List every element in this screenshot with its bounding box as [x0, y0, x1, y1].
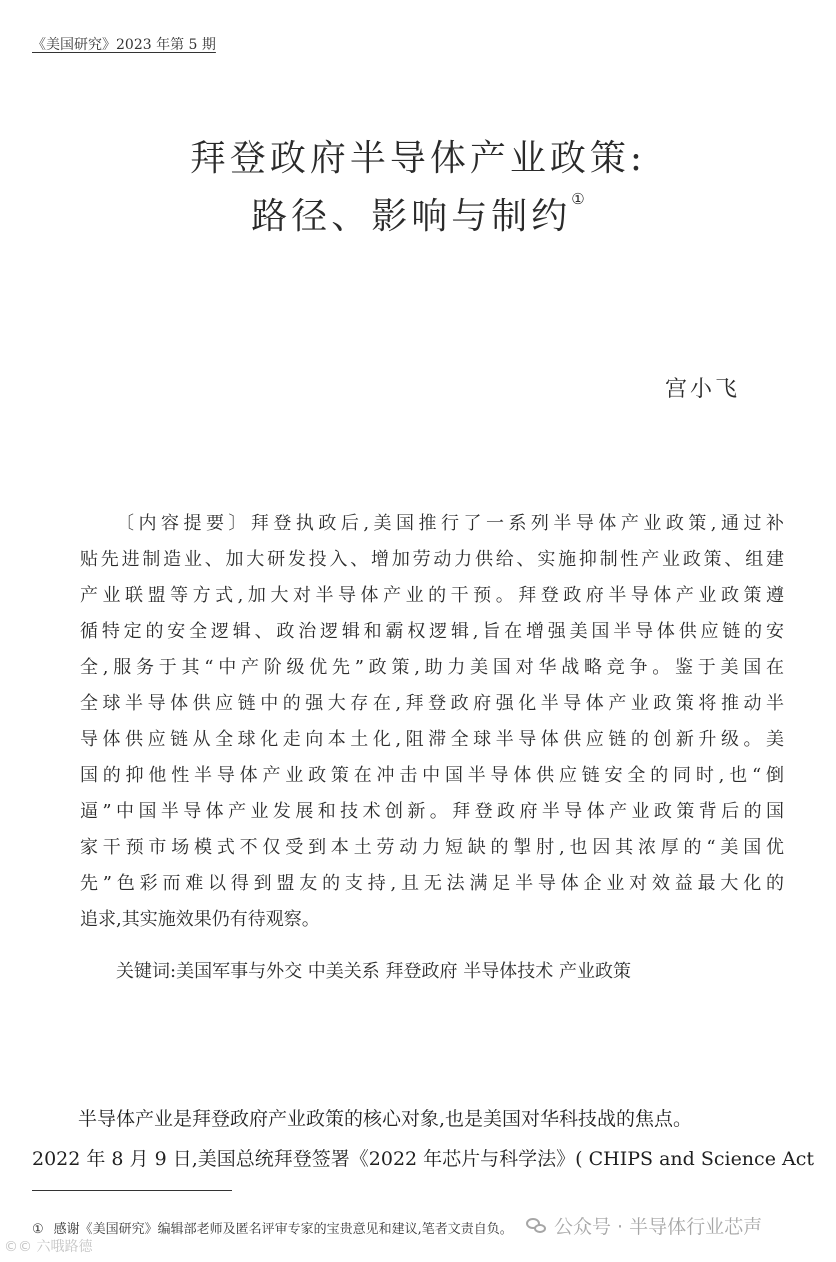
article-title-line-2	[0, 188, 836, 239]
abstract-line: 贴先进制造业、加大研发投入、增加劳动力供给、实施抑制性产业政策、组建	[80, 549, 784, 570]
wechat-watermark	[526, 1212, 762, 1239]
abstract-line: 追求,其实施效果仍有待观察。	[80, 909, 320, 930]
keywords: 关键词:美国军事与外交 中美关系 拜登政府 半导体技术 产业政策	[116, 961, 631, 982]
abstract-line: 逼”中国半导体产业发展和技术创新。拜登政府半导体产业政策背后的国	[80, 801, 784, 822]
abstract-line: 循特定的安全逻辑、政治逻辑和霸权逻辑,旨在增强美国半导体供应链的安	[80, 621, 784, 642]
body-text-line: 半导体产业是拜登政府产业政策的核心对象,也是美国对华科技战的焦点。	[78, 1108, 693, 1130]
article-title-line-1: 拜登政府半导体产业政策:	[189, 138, 647, 179]
wechat-watermark-text: 公众号 · 半导体行业芯声	[554, 1216, 763, 1238]
journal-reference: 《美国研究》2023 年第 5 期	[32, 37, 216, 53]
abstract-line: 导体供应链从全球化走向本土化,阻滞全球半导体供应链的创新升级。美	[80, 729, 784, 750]
abstract-line: 家干预市场模式不仅受到本土劳动力短缺的掣肘,也因其浓厚的“美国优	[80, 837, 784, 858]
footnote-divider	[32, 1190, 232, 1191]
article-title-line-2-text: 路径、影响与制约	[251, 196, 572, 237]
abstract-line: 产业联盟等方式,加大对半导体产业的干预。拜登政府半导体产业政策遵	[80, 585, 784, 606]
source-watermark: ©© 六哦路德	[4, 1239, 93, 1255]
body-text-line: 2022 年 8 月 9 日,美国总统拜登签署《2022 年芯片与科学法》( CHIPS and Science Act	[32, 1148, 814, 1170]
footnote	[32, 1218, 513, 1237]
title-footnote-marker[interactable]: ①	[571, 190, 585, 208]
footnote-marker: ①	[32, 1222, 44, 1237]
abstract-line: 全球半导体供应链中的强大存在,拜登政府强化半导体产业政策将推动半	[80, 693, 784, 714]
abstract-line: 先”色彩而难以得到盟友的支持,且无法满足半导体企业对效益最大化的	[80, 873, 784, 894]
abstract-line: 〔内容提要〕拜登执政后,美国推行了一系列半导体产业政策,通过补	[116, 513, 784, 534]
abstract-line: 国的抑他性半导体产业政策在冲击中国半导体供应链安全的同时,也“倒	[80, 765, 784, 786]
wechat-icon	[526, 1218, 548, 1234]
author-name: 宫小飞	[664, 377, 740, 402]
abstract-line: 全,服务于其“中产阶级优先”政策,助力美国对华战略竞争。鉴于美国在	[80, 657, 784, 678]
footnote-text: 感谢《美国研究》编辑部老师及匿名评审专家的宝贵意见和建议,笔者文责自负。	[53, 1222, 513, 1237]
